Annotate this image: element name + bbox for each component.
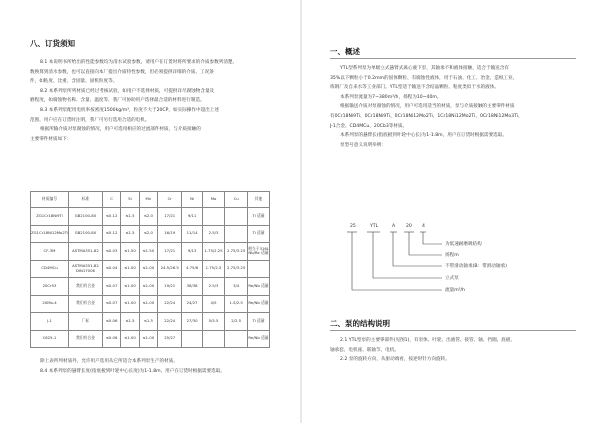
paragraph: 炼钢厂及自来水等工业部门。YTL型适于输送不含结晶颗粒、粘度类似于水的液体。 — [330, 85, 499, 91]
table-cell: Ti 适量 — [247, 225, 269, 243]
table-cell: ≤1.5 — [121, 208, 139, 226]
table-cell: Ti 适量 — [247, 208, 269, 226]
table-cell: 16/19 — [158, 225, 182, 243]
col-header: Mo — [202, 192, 225, 208]
table-cell: ≤1.50 — [121, 243, 139, 261]
table-cell: ≤0.07 — [102, 295, 120, 313]
structure-text — [330, 336, 580, 365]
table-cell: 2.75/3.25 — [225, 260, 248, 278]
table-cell: ≤0.03 — [102, 243, 120, 261]
table-cell: 5/5.5 — [202, 313, 225, 331]
table-cell — [202, 330, 225, 348]
legend-head: 扬程m — [445, 253, 459, 258]
table-cell: 17/21 — [158, 243, 182, 261]
leader-structure — [423, 232, 442, 244]
table-cell — [225, 225, 248, 243]
table-row — [31, 260, 270, 278]
table-cell: ≤1.5 — [139, 313, 157, 331]
table-cell: 1.75/2.25 — [202, 243, 225, 261]
leader-flow — [352, 232, 442, 290]
table-cell: 2.5/3 — [202, 278, 225, 296]
table-cell: Re/Nb 适量 — [247, 330, 269, 348]
paragraph: 8.3 本系列泵配用电机率按密度1500kg/m³，粒度不大于20CP，如实际操作中超出上述 — [40, 107, 219, 113]
table-row — [31, 208, 270, 226]
table-cell: 3/4 — [225, 278, 248, 296]
section-title-structure: 二、泵的结构说明 — [330, 319, 390, 328]
paragraph: 轴承套、电机座、联轴节、电机。 — [330, 347, 399, 353]
table-cell: ≤1.5 — [121, 225, 139, 243]
table-cell: 2/2.5 — [225, 313, 248, 331]
col-header: 其他 — [247, 192, 269, 208]
paragraph: YTL型系列泵为单级立式悬臂式离心液下泵，其轴承不和液体接触，适合于输送含有 — [340, 66, 509, 71]
leader-head — [409, 232, 442, 255]
table-cell: ≤1.50 — [139, 243, 157, 261]
table-cell: 36/38 — [182, 278, 202, 296]
paragraph: 35%以下颗粒小于0.2mm的固体颗粒、有腐蚀性液体，用于石油、化工、冶金、造纸工业、 — [330, 75, 518, 81]
table-cell: 20Mo-4 — [31, 295, 69, 313]
table-cell: 2.75/3.25 — [225, 243, 248, 261]
code-head: 20 — [406, 224, 412, 229]
table-row — [31, 278, 270, 296]
legend-structure: 为低速耐磨吸结构 — [445, 242, 482, 247]
table-cell: ≤1.00 — [139, 260, 157, 278]
table-cell: ≤1.00 — [121, 260, 139, 278]
table-cell: ≤2.0 — [139, 208, 157, 226]
table-cell: 25/27 — [158, 330, 182, 348]
section-rule — [330, 330, 576, 331]
table-cell: 24/27 — [182, 295, 202, 313]
table-cell: ≤1.00 — [121, 278, 139, 296]
table-cell: ASTMA351-82 DIN17006 — [69, 260, 103, 278]
table-header-row — [31, 192, 270, 208]
table-cell: ≤1.00 — [139, 295, 157, 313]
paragraph: 8.1 本说明书所给出的性能参数均为清水试验参数，请用户在订货时将所要求的介质参数列清楚。 — [40, 60, 238, 65]
table-cell: CD4MCu — [31, 260, 69, 278]
table-cell: 4/5 — [202, 295, 225, 313]
table-cell: 27/30 — [182, 313, 202, 331]
table-cell: ≤1.00 — [121, 295, 139, 313]
table-row — [31, 243, 270, 261]
table-cell: ≤0.06 — [102, 330, 120, 348]
table-row — [31, 330, 270, 348]
col-header: Cr — [158, 192, 182, 208]
legend-flow: 流量m³/h — [445, 288, 465, 293]
table-cell: 24.5/26.5 — [158, 260, 182, 278]
table-cell: 2.5/3 — [202, 225, 225, 243]
table-cell: ≤0.12 — [102, 225, 120, 243]
leader-bearing — [393, 232, 442, 266]
paragraph: 有0Cr18Ni9Ti、0Cr18Ni9Ti、0Cr18Ni12Mo2Ti、1Cr18Ni12Mo2Ti、0Cr18Ni12Mo3Ti、 — [330, 113, 523, 119]
table-cell: CF-3M — [31, 243, 69, 261]
section-rule — [330, 58, 576, 59]
table-cell: ≤0.06 — [102, 313, 120, 331]
table-cell: ≤1.5 — [121, 313, 139, 331]
table-cell: 11/14 — [182, 225, 202, 243]
material-table-body — [31, 208, 270, 348]
table-row — [31, 225, 270, 243]
table-cell: ASTMA351-82 — [69, 243, 103, 261]
col-header: 标准 — [69, 192, 103, 208]
table-cell: Re/Nb 适量 — [247, 278, 269, 296]
table-cell: 19/21 — [158, 278, 182, 296]
table-cell: J-1 — [31, 313, 69, 331]
table-cell: 我们有合金 — [69, 278, 103, 296]
legend-bearing: 不带滑动轴承(B：带滑动轴承) — [445, 264, 507, 269]
col-header: C — [102, 192, 120, 208]
table-cell: 1.5/2.5 — [225, 295, 248, 313]
table-cell: ≤1.00 — [139, 330, 157, 348]
paragraph: 范围，用户应在订货时注明，我厂可另行选用合适的电机。 — [30, 117, 150, 123]
table-cell: 4.75/6 — [182, 260, 202, 278]
table-cell — [182, 330, 202, 348]
table-cell: Re/Nb 适量 — [247, 295, 269, 313]
table-row — [31, 295, 270, 313]
ordering-notes — [30, 357, 280, 376]
table-cell — [202, 208, 225, 226]
table-cell: 22/24 — [158, 313, 182, 331]
table-cell: ≤0.12 — [102, 208, 120, 226]
col-header: 材质编号 — [31, 192, 69, 208]
table-cell: GB2100-80 — [69, 225, 103, 243]
right-page — [302, 0, 600, 423]
paragraph: 8.4 本系列泵的悬臂长度(指底板到叶轮中心长度)为1-1.8m，用户在订货时根据需要选取。 — [40, 368, 225, 374]
table-cell: ≤1.00 — [139, 278, 157, 296]
table-cell: ≤1.00 — [121, 330, 139, 348]
table-cell: 20Cr53 — [31, 278, 69, 296]
paragraph: 主要零件材质如下： — [30, 136, 72, 142]
table-cell — [225, 208, 248, 226]
table-cell: 9/13 — [182, 243, 202, 261]
paragraph: 件，如粘度、比重、含固量、固机粒度等。 — [30, 79, 118, 85]
table-cell: 17/21 — [158, 208, 182, 226]
paragraph: 2.1 YTL型泵的主要零部件(见图1)，有泵体、叶轮、出液管、接管、轴、挡圈、底板、 — [340, 338, 516, 343]
table-cell: 我们有合金 — [69, 295, 103, 313]
legend-type: 立式泵 — [445, 276, 459, 281]
table-cell: 9/11 — [182, 208, 202, 226]
table-cell: ≤0.07 — [102, 278, 120, 296]
table-cell: ≤0.04 — [102, 260, 120, 278]
table-cell: 相当于316L Nb/Re 适量 — [247, 243, 269, 261]
table-cell: 22/24 — [158, 295, 182, 313]
paragraph: 本系列泵流量为7~380m³/h，扬程为10~40m。 — [340, 94, 442, 100]
table-cell: ≤2.0 — [139, 225, 157, 243]
col-header: Cu — [225, 192, 248, 208]
table-cell — [247, 260, 269, 278]
paragraph: 磨程度，如腐蚀物名称、含量、温度等，我厂可协助用户选择最合适的材料进行制造。 — [30, 98, 205, 104]
overview-text — [330, 64, 580, 150]
col-header: Mn — [139, 192, 157, 208]
paragraph: J-1合金、CD4MCu、20Cb3等材质。 — [330, 123, 408, 129]
leader-type — [373, 232, 442, 278]
table-cell: 1.75/2.5 — [202, 260, 225, 278]
col-header: Ni — [182, 192, 202, 208]
paragraph: 根据输送介质对泵腐蚀的情况，用户可选用适当的材质，泵与介质接触的主要零件材质 — [340, 104, 515, 110]
table-cell: 我们有合金 — [69, 330, 103, 348]
material-table — [30, 191, 270, 348]
table-cell: ZG1Cr18Ni9Ti — [31, 208, 69, 226]
code-flow: 25 — [350, 224, 356, 229]
paragraph: 泵型号意义说明举例： — [340, 142, 386, 148]
code-bearing: A — [392, 224, 396, 229]
table-cell: 厂标 — [69, 313, 103, 331]
paragraph: 数换算到清水参数，也可以直接向本厂提出介质特性参数，但必须提供详细的介质、工况条 — [30, 69, 214, 75]
table-cell: ZG1Cr18Ni12Mo2Ti — [31, 225, 69, 243]
col-header: Si — [121, 192, 139, 208]
paragraph: 2.2 泵的旋转方向，从驱动端看，按逆时针方向旋转。 — [340, 357, 450, 363]
paragraph: 8.2 本系列泵所列材质已经过考核试验，如用户不选择材质，可提供详尽腐蚀物含量及 — [40, 88, 215, 94]
paragraph: 根据所输介质对泵腐蚀的情况，用户可选用相应的过流部件材质，与介质接触的 — [40, 127, 201, 133]
table-cell: C625-1 — [31, 330, 69, 348]
ordering-intro — [30, 58, 280, 144]
paragraph: 本系列泵的悬臂长(指底板到叶轮中心长)为1-1.8m，用户在订货时根据需要选取。 — [340, 133, 507, 139]
section-title-ordering: 八、订货须知 — [30, 39, 75, 48]
table-cell — [225, 330, 248, 348]
code-type: YTL — [370, 224, 379, 229]
paragraph: 除上表所列材质外，允许用户选用从它所适合本系列泵生产的材质。 — [40, 359, 178, 364]
table-row — [31, 313, 270, 331]
code-structure: 4 — [422, 224, 425, 229]
section-title-overview: 一、概述 — [330, 47, 360, 56]
table-cell: GB2100-80 — [69, 208, 103, 226]
table-cell: Ti 适量 — [247, 313, 269, 331]
